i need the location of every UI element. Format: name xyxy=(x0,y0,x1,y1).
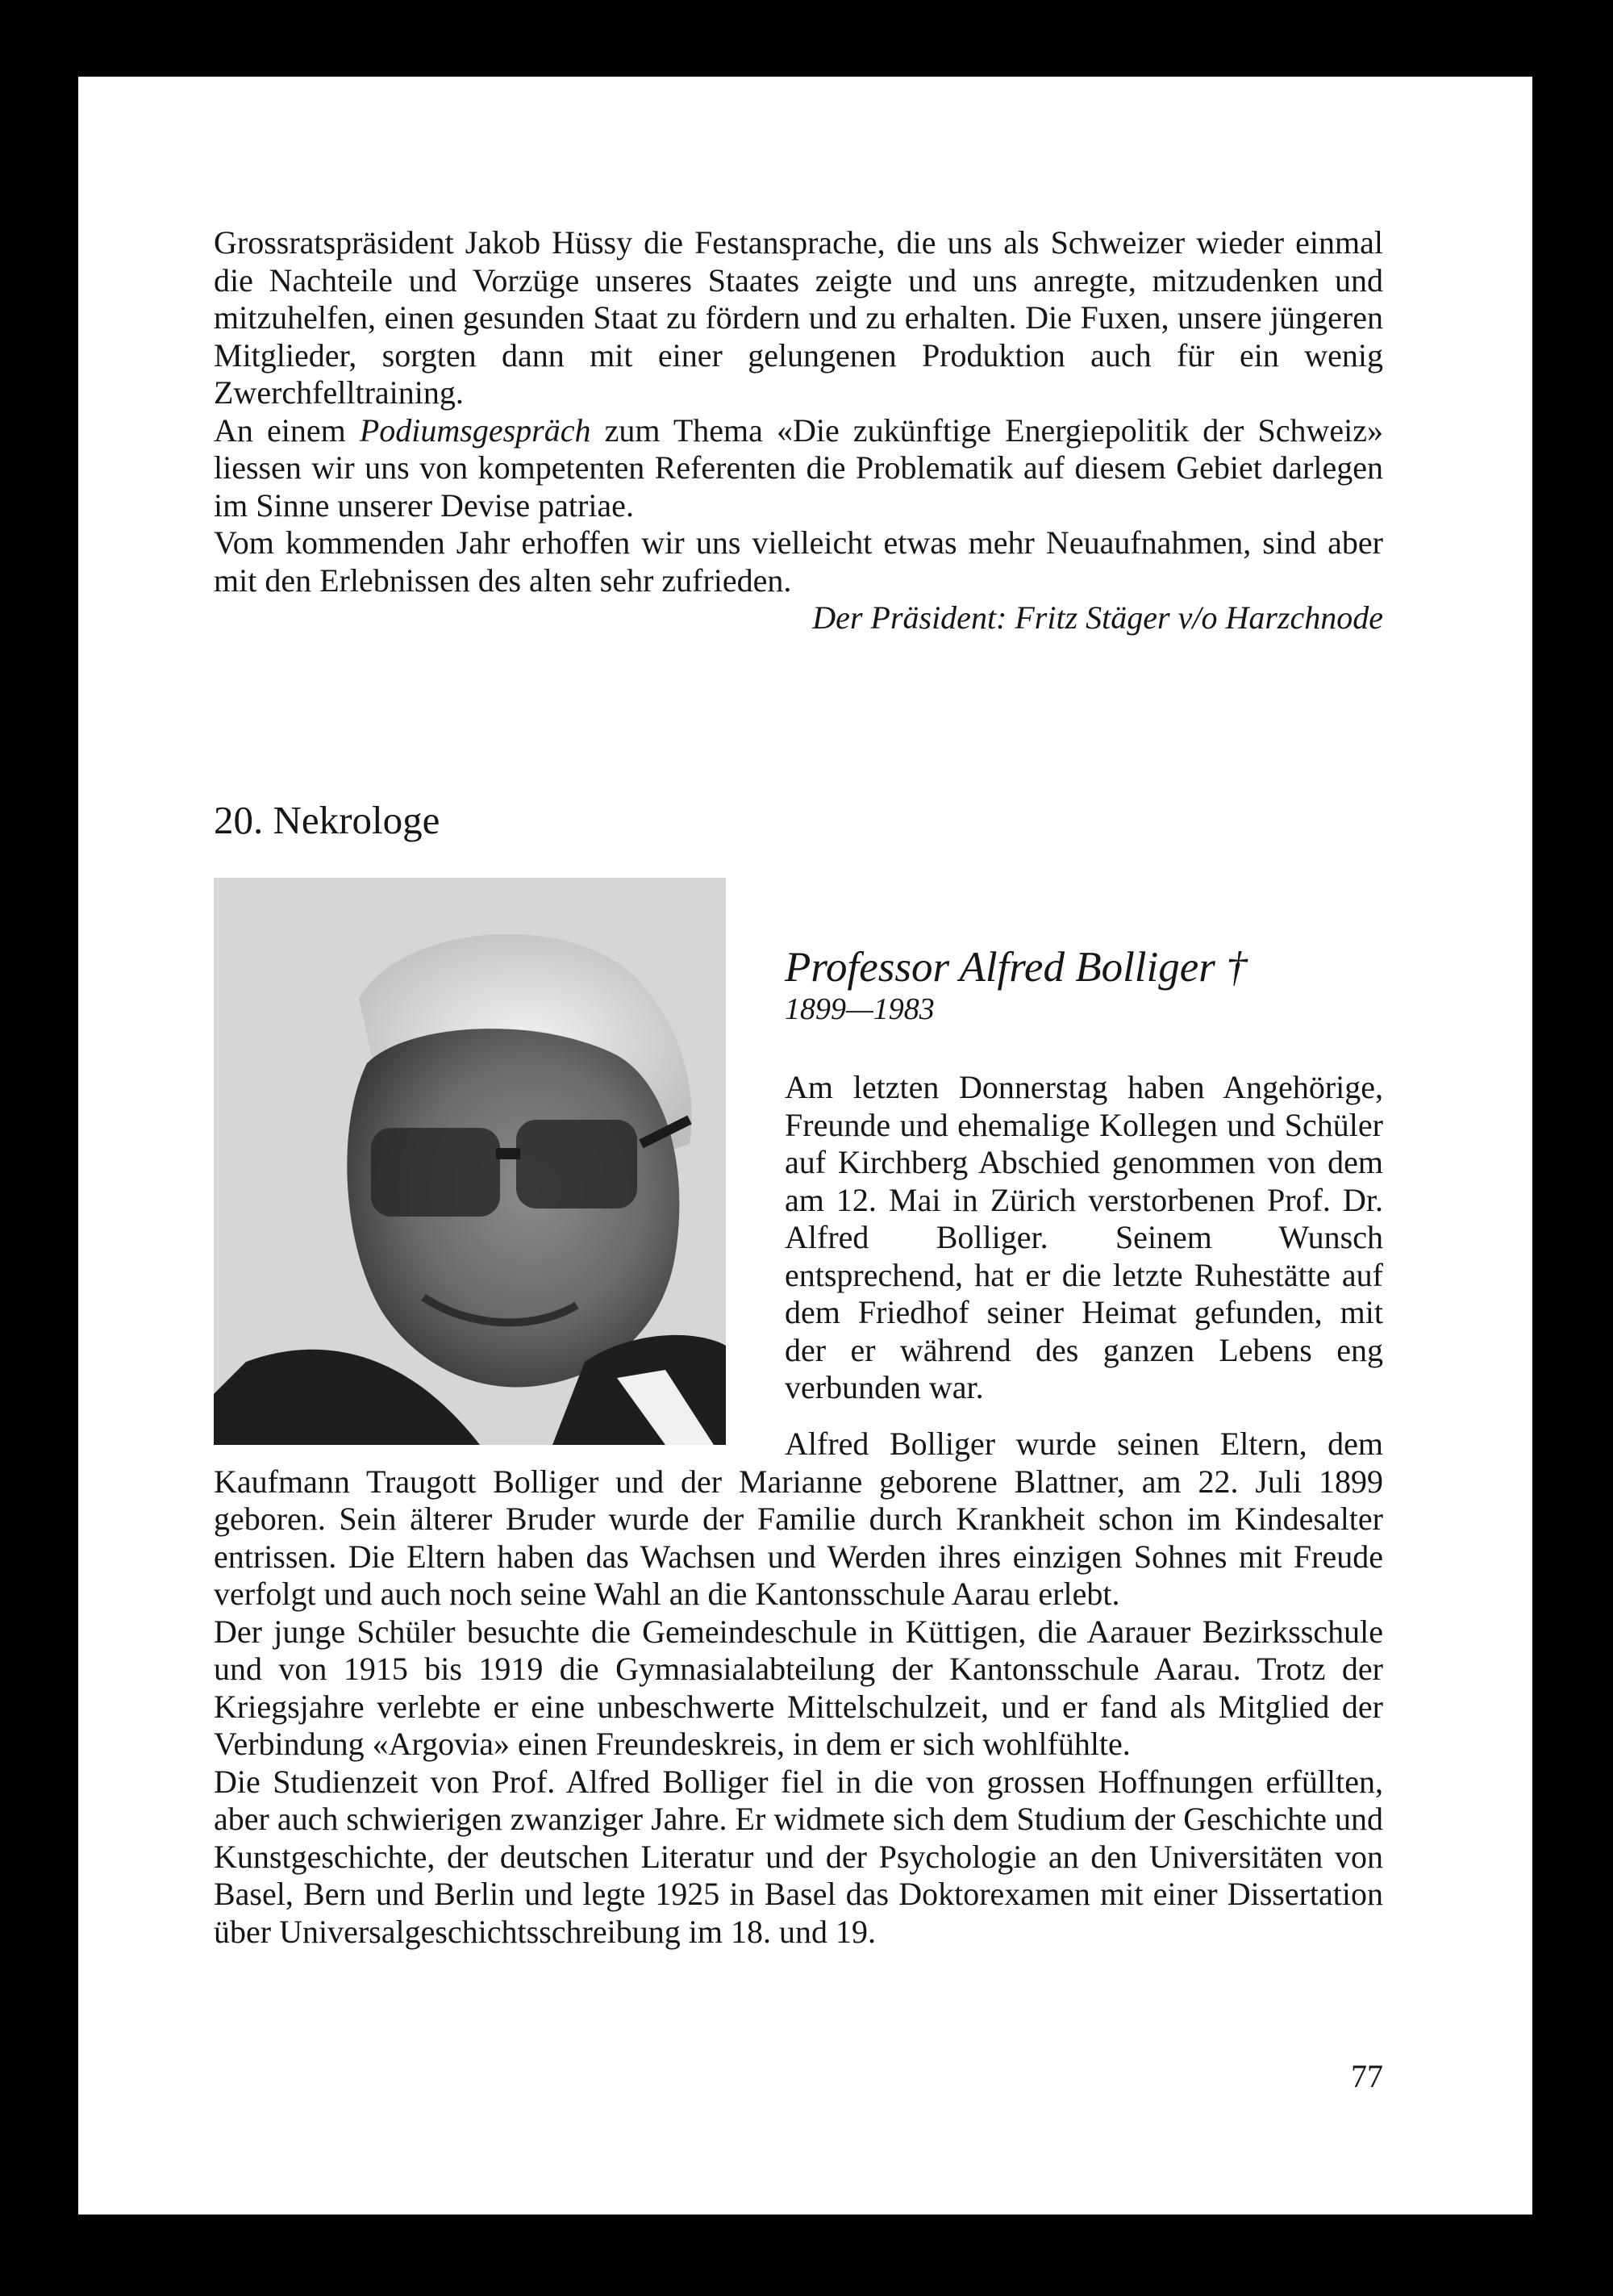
paragraph-festansprache: Grossratspräsident Jakob Hüssy die Festansprache, die uns als Schweizer wieder einmal die Nachteile und Vorzüge unseres Staates zeigte und uns anregte, mitzudenken und mitzuhelfen, einen gesunden Staat zu fördern und zu erhalten. Die Fuxen, unsere jüngeren Mitglieder, sorgten dann mit einer gelungenen Produktion auch für ein wenig Zwerchfelltraining. xyxy=(214,224,1383,411)
portrait-photo xyxy=(214,878,726,1445)
paragraph-studium: Die Studienzeit von Prof. Alfred Bolliger fiel in die von grossen Hoffnungen erfüllten, aber auch schwierigen zwanziger Jahre. Er widmete sich dem Studium der Geschichte und Kunstgeschichte, der deutschen Literatur und der Psychologie an den Universitäten von Basel, Bern und Berlin und legte 1925 in Basel das Doktorexamen mit einer Dissertation über Universalgeschichtsschreibung im 18. und 19. xyxy=(214,1763,1383,1950)
obituary-title-block xyxy=(785,944,1248,1028)
obituary-title: Professor Alfred Bolliger † xyxy=(785,944,1248,991)
paragraph-eltern: Alfred Bolliger wurde seinen Eltern, dem Kaufmann Traugott Bolliger und der Marianne geborene Blattner, am 22. Juli 1899 geboren. Sein älterer Bruder wurde der Familie durch Krankheit schon im Kindesalter entrissen. Die Eltern haben das Wachsen und Werden ihres einzigen Sohnes mit Freude verfolgt und auch noch seine Wahl an die Kantonsschule Aarau erlebt. xyxy=(214,1426,1383,1612)
obituary-body-text xyxy=(214,1426,1383,1951)
paragraph-abschied: Am letzten Donnerstag haben Angehörige, Freunde und ehemalige Kollegen und Schüler auf Kirchberg Abschied genommen von dem am 12. Mai in Zürich verstorbenen Prof. Dr. Alfred Bolliger. Seinem Wunsch entsprechend, hat er die letzte Ruhestätte auf dem Friedhof seiner Heimat gefunden, mit der er während des ganzen Lebens eng verbunden war. xyxy=(785,1069,1383,1405)
obituary-side-text xyxy=(785,1069,1383,1407)
signature: Der Präsident: Fritz Stäger v/o Harzchnode xyxy=(812,599,1383,636)
section-heading: 20. Nekrologe xyxy=(214,798,440,842)
paragraph-outlook: Vom kommenden Jahr erhoffen wir uns vielleicht etwas mehr Neuaufnahmen, sind aber mit den Erlebnissen des alten sehr zufrieden. xyxy=(214,524,1383,599)
paragraph-podium xyxy=(214,412,1383,525)
paragraph-schule: Der junge Schüler besuchte die Gemeindeschule in Küttigen, die Aarauer Bezirksschule und von 1915 bis 1919 die Gymnasialabteilung der Kantonsschule Aarau. Trotz der Kriegsjahre verlebte er eine unbeschwerte Mittelschulzeit, und er fand als Mitglied der Verbindung «Argovia» einen Freundeskreis, in dem er sich wohlfühlte. xyxy=(214,1613,1383,1762)
top-text-block xyxy=(214,224,1383,637)
obituary-dates: 1899—1983 xyxy=(785,992,935,1026)
document-page xyxy=(78,77,1532,2215)
page-number: 77 xyxy=(1351,2058,1383,2094)
portrait-illustration xyxy=(214,878,726,1445)
podium-prefix: An einem xyxy=(214,411,360,449)
podium-suffix: zum Thema «Die zukünftige Energiepolitik der Schweiz» liessen wir uns von kompetenten Referenten die Problematik auf diesem Gebiet darlegen im Sinne unserer Devise patriae. xyxy=(214,411,1383,524)
podium-italic: Podiumsgespräch xyxy=(359,411,591,449)
